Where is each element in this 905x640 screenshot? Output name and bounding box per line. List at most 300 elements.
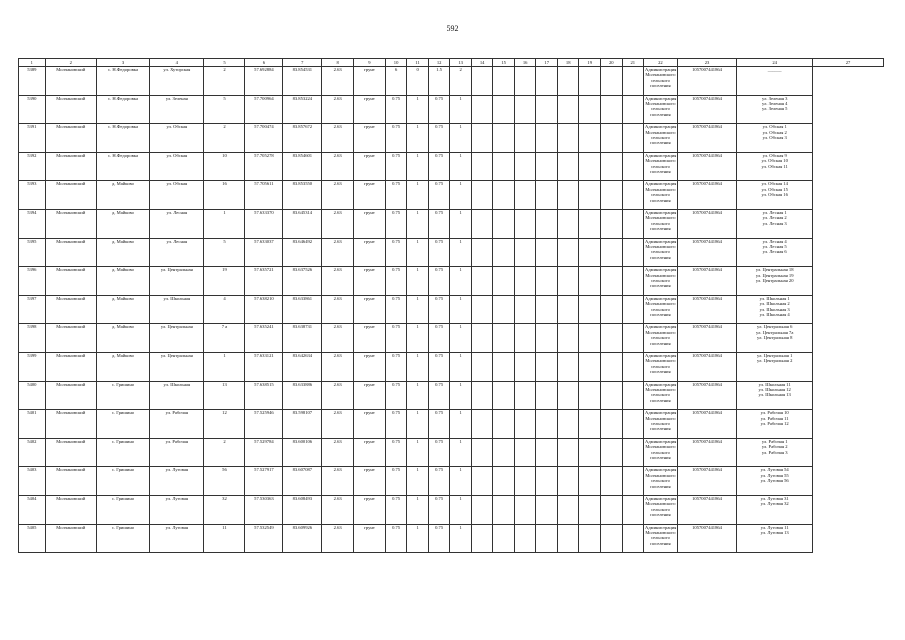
cell-ogrn: 1057007441864 xyxy=(677,67,736,96)
cell-addresses xyxy=(737,410,813,439)
cell-c12: 1 xyxy=(407,209,429,238)
cell-house: 11 xyxy=(204,524,245,553)
cell-owner xyxy=(644,152,678,181)
column-number-header: 14 xyxy=(471,59,493,67)
cell-district: Молчановский xyxy=(45,95,96,124)
cell-owner xyxy=(644,124,678,153)
cell-c9: 2.63 xyxy=(322,352,354,381)
owner-line: Администрация xyxy=(645,67,677,72)
cell-empty xyxy=(514,381,536,410)
cell-addresses xyxy=(737,152,813,181)
cell-settlement: с. Гришино xyxy=(96,410,149,439)
owner-line: Молчановского xyxy=(645,186,676,192)
cell-empty xyxy=(536,124,558,153)
cell-ogrn: 1057007441864 xyxy=(677,95,736,124)
register-table xyxy=(18,58,884,553)
cell-c13: 0.75 xyxy=(428,381,450,410)
owner-line: Молчановского xyxy=(645,529,676,535)
cell-empty xyxy=(471,95,493,124)
cell-c12: 1 xyxy=(407,152,429,181)
cell-empty xyxy=(514,438,536,467)
owner-line: сельского xyxy=(650,106,670,112)
cell-empty xyxy=(557,438,579,467)
cell-street: ул. Школьная xyxy=(150,381,204,410)
cell-empty xyxy=(514,152,536,181)
owner-line: поселения xyxy=(650,369,671,375)
table-row xyxy=(19,181,884,210)
cell-c13: 0.75 xyxy=(428,267,450,296)
cell-addresses xyxy=(737,495,813,524)
cell-empty xyxy=(622,152,644,181)
cell-lat: 57.635241 xyxy=(245,324,283,353)
cell-empty xyxy=(557,295,579,324)
column-number-header: 1 xyxy=(19,59,46,67)
cell-ogrn: 1057007441864 xyxy=(677,209,736,238)
owner-line: поселения xyxy=(650,397,671,403)
cell-no: 5404 xyxy=(19,495,46,524)
cell-lon: 83.598107 xyxy=(283,410,322,439)
cell-empty xyxy=(622,352,644,381)
owner-line: сельского xyxy=(650,478,670,484)
column-number-header: 18 xyxy=(557,59,579,67)
cell-lon: 83.607087 xyxy=(283,467,322,496)
cell-street: ул. Обская xyxy=(150,181,204,210)
address-line: ______ xyxy=(767,67,782,72)
cell-district: Молчановский xyxy=(45,67,96,96)
address-line: ул. Обская 10 xyxy=(761,158,788,164)
cell-c9: 2.63 xyxy=(322,467,354,496)
cell-empty xyxy=(622,209,644,238)
cell-owner xyxy=(644,467,678,496)
address-line: ул. Лесная 4 xyxy=(762,238,787,244)
cell-c14: 1 xyxy=(450,438,472,467)
cell-empty xyxy=(471,410,493,439)
cell-empty xyxy=(557,467,579,496)
owner-line: поселения xyxy=(650,169,671,174)
cell-empty xyxy=(557,410,579,439)
cell-empty xyxy=(471,124,493,153)
cell-settlement: д. Майково xyxy=(96,295,149,324)
column-number-header: 7 xyxy=(283,59,322,67)
column-number-header: 27 xyxy=(813,59,884,67)
cell-empty xyxy=(493,438,515,467)
cell-c13: 0.75 xyxy=(428,324,450,353)
cell-empty xyxy=(514,524,536,553)
table-row xyxy=(19,267,884,296)
cell-c11: 0.75 xyxy=(385,295,407,324)
cell-empty xyxy=(579,438,601,467)
cell-c14: 2 xyxy=(450,67,472,96)
cell-c11: 0.75 xyxy=(385,438,407,467)
cell-c9: 2.63 xyxy=(322,209,354,238)
cell-c14: 1 xyxy=(450,352,472,381)
cell-lon: 83.633886 xyxy=(283,381,322,410)
cell-ogrn: 1057007441864 xyxy=(677,267,736,296)
cell-no: 5391 xyxy=(19,124,46,153)
cell-empty xyxy=(579,209,601,238)
address-line: ул. Школьная 13 xyxy=(758,392,791,398)
address-line: ул. Лесная 3 xyxy=(762,220,787,226)
cell-settlement: д. Майково xyxy=(96,209,149,238)
cell-lon: 83.854531 xyxy=(283,67,322,96)
table-row xyxy=(19,467,884,496)
cell-addresses xyxy=(737,295,813,324)
cell-empty xyxy=(493,352,515,381)
owner-line: поселения xyxy=(650,540,671,546)
cell-c10: грунт xyxy=(354,238,386,267)
cell-settlement: с. Гришино xyxy=(96,495,149,524)
cell-district: Молчановский xyxy=(45,524,96,553)
cell-empty xyxy=(622,410,644,439)
owner-line: Администрация xyxy=(645,324,677,330)
owner-line: поселения xyxy=(650,140,671,146)
cell-c11: 0.75 xyxy=(385,324,407,353)
cell-empty xyxy=(493,410,515,439)
cell-empty xyxy=(622,524,644,553)
cell-owner xyxy=(644,381,678,410)
cell-empty xyxy=(600,124,622,153)
cell-empty xyxy=(471,152,493,181)
table-row xyxy=(19,352,884,381)
column-number-header: 12 xyxy=(428,59,450,67)
cell-c12: 1 xyxy=(407,267,429,296)
owner-line: Администрация xyxy=(645,181,677,187)
cell-house: 7 а xyxy=(204,324,245,353)
cell-lon: 83.600106 xyxy=(283,438,322,467)
cell-street: ул. Школьная xyxy=(150,295,204,324)
cell-empty xyxy=(493,267,515,296)
cell-lon: 83.608493 xyxy=(283,495,322,524)
cell-empty xyxy=(514,181,536,210)
cell-c10: грунт xyxy=(354,495,386,524)
owner-line: поселения xyxy=(650,483,671,489)
column-number-header: 17 xyxy=(536,59,558,67)
cell-no: 5402 xyxy=(19,438,46,467)
owner-line: поселения xyxy=(650,426,671,432)
cell-empty xyxy=(557,95,579,124)
cell-empty xyxy=(600,152,622,181)
cell-lat: 57.705611 xyxy=(245,181,283,210)
cell-empty xyxy=(557,181,579,210)
cell-street: ул. Центральная xyxy=(150,324,204,353)
cell-c9: 2.63 xyxy=(322,124,354,153)
cell-house: 1 xyxy=(204,209,245,238)
cell-empty xyxy=(600,495,622,524)
cell-c10: грунт xyxy=(354,124,386,153)
cell-empty xyxy=(514,267,536,296)
table-row xyxy=(19,324,884,353)
cell-addresses xyxy=(737,324,813,353)
cell-empty xyxy=(536,438,558,467)
owner-line: Молчановского xyxy=(645,501,676,507)
cell-empty xyxy=(557,267,579,296)
cell-c10: грунт xyxy=(354,181,386,210)
cell-empty xyxy=(600,267,622,296)
cell-c12: 1 xyxy=(407,181,429,210)
cell-no: 5401 xyxy=(19,410,46,439)
cell-empty xyxy=(471,238,493,267)
cell-owner xyxy=(644,438,678,467)
cell-street: ул. Обская xyxy=(150,124,204,153)
owner-line: Молчановского xyxy=(645,386,676,392)
cell-empty xyxy=(622,381,644,410)
column-number-header: 11 xyxy=(407,59,429,67)
cell-empty xyxy=(514,124,536,153)
cell-house: 16 xyxy=(204,181,245,210)
cell-empty xyxy=(493,124,515,153)
cell-settlement: д. Майково xyxy=(96,352,149,381)
cell-empty xyxy=(579,124,601,153)
cell-no: 5398 xyxy=(19,324,46,353)
table-row xyxy=(19,495,884,524)
cell-c10: грунт xyxy=(354,209,386,238)
address-line: ул. Луговая 32 xyxy=(760,501,789,507)
cell-c14: 1 xyxy=(450,524,472,553)
cell-owner xyxy=(644,181,678,210)
cell-c14: 1 xyxy=(450,152,472,181)
cell-c12: 1 xyxy=(407,410,429,439)
address-line: ул. Рабочая 11 xyxy=(760,415,789,421)
cell-empty xyxy=(622,95,644,124)
cell-no: 5397 xyxy=(19,295,46,324)
cell-empty xyxy=(493,295,515,324)
cell-empty xyxy=(600,410,622,439)
address-line: ул. Луговая 55 xyxy=(760,472,789,478)
cell-empty xyxy=(471,381,493,410)
cell-owner xyxy=(644,295,678,324)
cell-c14: 1 xyxy=(450,495,472,524)
column-number-header: 4 xyxy=(150,59,204,67)
cell-empty xyxy=(536,295,558,324)
cell-empty xyxy=(600,238,622,267)
owner-line: Молчановского xyxy=(645,358,676,364)
owner-line: Администрация xyxy=(645,238,677,244)
cell-c13: 0.75 xyxy=(428,181,450,210)
cell-empty xyxy=(579,524,601,553)
cell-district: Молчановский xyxy=(45,495,96,524)
cell-empty xyxy=(471,324,493,353)
cell-c11: 0.75 xyxy=(385,267,407,296)
address-line: ул. Центральная 19 xyxy=(755,272,794,278)
owner-line: Администрация xyxy=(645,495,677,501)
cell-c11: 0.75 xyxy=(385,209,407,238)
owner-line: Администрация xyxy=(645,524,677,530)
cell-c11: 0.75 xyxy=(385,238,407,267)
cell-addresses xyxy=(737,438,813,467)
column-number-header: 22 xyxy=(644,59,678,67)
cell-c14: 1 xyxy=(450,381,472,410)
cell-c14: 1 xyxy=(450,467,472,496)
table-row xyxy=(19,209,884,238)
cell-addresses xyxy=(737,67,813,96)
cell-empty xyxy=(557,67,579,96)
cell-c11: 0.75 xyxy=(385,410,407,439)
cell-c9: 2.63 xyxy=(322,95,354,124)
cell-lon: 83.854601 xyxy=(283,152,322,181)
owner-line: сельского xyxy=(650,163,670,169)
cell-district: Молчановский xyxy=(45,124,96,153)
cell-empty xyxy=(579,410,601,439)
address-line: ул. Рабочая 12 xyxy=(760,420,789,426)
owner-line: сельского xyxy=(650,192,670,198)
address-line: ул. Лесная 1 xyxy=(762,209,787,215)
cell-empty xyxy=(600,438,622,467)
cell-c10: грунт xyxy=(354,524,386,553)
owner-line: Молчановского xyxy=(645,329,676,335)
address-line: ул. Лесная 5 xyxy=(762,243,787,249)
owner-line: поселения xyxy=(650,340,671,346)
cell-empty xyxy=(622,181,644,210)
owner-line: Молчановского xyxy=(645,215,676,221)
column-number-header: 5 xyxy=(204,59,245,67)
cell-c9: 2.63 xyxy=(322,381,354,410)
cell-lat: 57.525946 xyxy=(245,410,283,439)
cell-c13: 0.75 xyxy=(428,352,450,381)
owner-line: Молчановского xyxy=(645,158,676,164)
cell-ogrn: 1057007441864 xyxy=(677,352,736,381)
cell-empty xyxy=(622,324,644,353)
cell-empty xyxy=(493,209,515,238)
table-row xyxy=(19,152,884,181)
cell-no: 5394 xyxy=(19,209,46,238)
cell-lat: 57.633037 xyxy=(245,238,283,267)
cell-owner xyxy=(644,67,678,96)
cell-empty xyxy=(557,209,579,238)
cell-street: ул. Луговая xyxy=(150,467,204,496)
cell-empty xyxy=(557,495,579,524)
cell-ogrn: 1057007441864 xyxy=(677,181,736,210)
cell-empty xyxy=(493,467,515,496)
address-line: ул. Обская 2 xyxy=(762,129,787,135)
address-line: ул. Обская 9 xyxy=(762,152,787,158)
owner-line: Молчановского xyxy=(645,301,676,307)
cell-district: Молчановский xyxy=(45,267,96,296)
table-row xyxy=(19,381,884,410)
cell-no: 5389 xyxy=(19,67,46,96)
cell-lat: 57.700474 xyxy=(245,124,283,153)
cell-lat: 57.700964 xyxy=(245,95,283,124)
cell-c13: 0.75 xyxy=(428,95,450,124)
table-row xyxy=(19,410,884,439)
cell-lon: 83.637526 xyxy=(283,267,322,296)
address-line: ул. Центральная 8 xyxy=(756,335,793,341)
cell-street: ул. Хуторская xyxy=(150,67,204,96)
cell-empty xyxy=(557,352,579,381)
cell-c13: 1.5 xyxy=(428,67,450,96)
cell-empty xyxy=(600,381,622,410)
cell-empty xyxy=(622,124,644,153)
cell-empty xyxy=(557,381,579,410)
cell-district: Молчановский xyxy=(45,181,96,210)
cell-c9: 2.63 xyxy=(322,181,354,210)
column-number-header: 6 xyxy=(245,59,283,67)
cell-empty xyxy=(493,67,515,96)
cell-settlement: д. Майково xyxy=(96,324,149,353)
cell-district: Молчановский xyxy=(45,467,96,496)
column-number-header: 19 xyxy=(579,59,601,67)
table-row xyxy=(19,124,884,153)
table-row xyxy=(19,524,884,553)
cell-addresses xyxy=(737,95,813,124)
column-number-row xyxy=(19,59,884,67)
cell-owner xyxy=(644,352,678,381)
cell-house: 1 xyxy=(204,352,245,381)
cell-district: Молчановский xyxy=(45,152,96,181)
cell-street: ул. Луговая xyxy=(150,524,204,553)
cell-lat: 57.527917 xyxy=(245,467,283,496)
cell-ogrn: 1057007441864 xyxy=(677,467,736,496)
cell-empty xyxy=(536,352,558,381)
cell-c9: 2.63 xyxy=(322,267,354,296)
cell-c10: грунт xyxy=(354,352,386,381)
cell-no: 5393 xyxy=(19,181,46,210)
owner-line: поселения xyxy=(650,283,671,289)
owner-line: поселения xyxy=(650,311,671,317)
cell-house: 56 xyxy=(204,467,245,496)
cell-empty xyxy=(600,295,622,324)
owner-line: Администрация xyxy=(645,95,677,101)
cell-c12: 1 xyxy=(407,124,429,153)
cell-c10: грунт xyxy=(354,67,386,96)
owner-line: поселения xyxy=(650,197,671,203)
owner-line: Администрация xyxy=(645,209,677,215)
cell-c13: 0.75 xyxy=(428,238,450,267)
column-number-header: 20 xyxy=(600,59,622,67)
table-row xyxy=(19,67,884,96)
owner-line: сельского xyxy=(650,249,670,255)
address-line: ул. Зеленая 4 xyxy=(761,101,788,106)
cell-no: 5396 xyxy=(19,267,46,296)
cell-lat: 57.635721 xyxy=(245,267,283,296)
owner-line: поселения xyxy=(650,83,671,89)
cell-lon: 83.857672 xyxy=(283,124,322,153)
cell-district: Молчановский xyxy=(45,410,96,439)
column-number-header: 24 xyxy=(737,59,813,67)
cell-empty xyxy=(514,238,536,267)
address-line: ул. Луговая 31 xyxy=(760,495,789,501)
owner-line: поселения xyxy=(650,111,671,117)
cell-empty xyxy=(514,324,536,353)
cell-street: ул. Центральная xyxy=(150,352,204,381)
cell-c13: 0.75 xyxy=(428,209,450,238)
table-row xyxy=(19,238,884,267)
cell-empty xyxy=(536,67,558,96)
cell-lon: 83.645314 xyxy=(283,209,322,238)
address-line: ул. Лесная 6 xyxy=(762,249,787,255)
cell-addresses xyxy=(737,181,813,210)
cell-lat: 57.705278 xyxy=(245,152,283,181)
cell-c12: 1 xyxy=(407,524,429,553)
cell-district: Молчановский xyxy=(45,438,96,467)
address-line: ул. Обская 1 xyxy=(762,124,787,130)
owner-line: сельского xyxy=(650,277,670,283)
cell-c11: 0.75 xyxy=(385,124,407,153)
owner-line: поселения xyxy=(650,512,671,518)
cell-c9: 2.63 xyxy=(322,324,354,353)
cell-empty xyxy=(579,381,601,410)
cell-c13: 0.75 xyxy=(428,295,450,324)
address-line: ул. Обская 11 xyxy=(761,163,788,169)
address-line: ул. Зеленая 5 xyxy=(761,106,788,112)
cell-empty xyxy=(622,495,644,524)
cell-c9: 2.63 xyxy=(322,295,354,324)
cell-ogrn: 1057007441864 xyxy=(677,495,736,524)
cell-c10: грунт xyxy=(354,267,386,296)
cell-owner xyxy=(644,209,678,238)
cell-c9: 2.63 xyxy=(322,495,354,524)
cell-empty xyxy=(579,467,601,496)
cell-c11: 0.75 xyxy=(385,352,407,381)
